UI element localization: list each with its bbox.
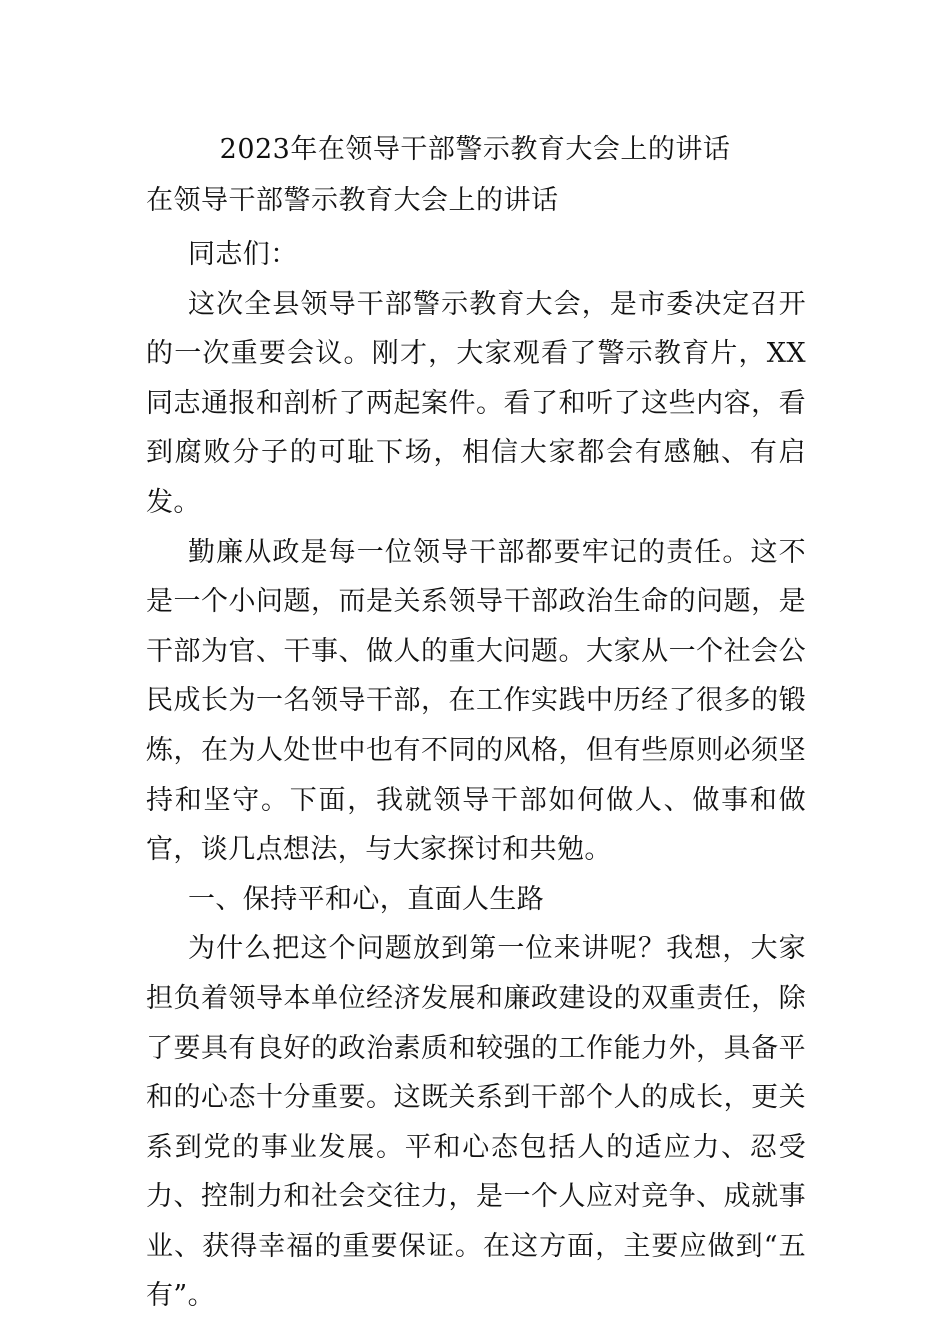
paragraph: 勤廉从政是每一位领导干部都要牢记的责任。这不是一个小问题，而是关系领导干部政治生命的问题，是干部为官、干事、做人的重大问题。大家从一个社会公民成长为一名领导干部，在工作实践中历经了很多的锻炼，在为人处世中也有不同的风格，但有些原则必须坚持和坚守。下面，我就领导干部如何做人、做事和做官，谈几点想法，与大家探讨和共勉。	[146, 536, 806, 866]
paragraph: 为什么把这个问题放到第一位来讲呢？我想，大家担负着领导本单位经济发展和廉政建设的双重责任，除了要具有良好的政治素质和较强的工作能力外，具备平和的心态十分重要。这既关系到干部个人的成长，更关系到党的事业发展。平和心态包括人的适应力、忍受力、控制力和社会交往力，是一个人应对竞争、成就事业、获得幸福的重要保证。在这方面，主要应做到“五有”。	[146, 933, 806, 1312]
paragraph: 这次全县领导干部警示教育大会，是市委决定召开的一次重要会议。刚才，大家观看了警示教育片，XX同志通报和剖析了两起案件。看了和听了这些内容，看到腐败分子的可耻下场，相信大家都会有感触、有启发。	[146, 288, 806, 518]
salutation: 同志们：	[188, 239, 298, 270]
document-title: 2023年在领导干部警示教育大会上的讲话	[219, 134, 731, 165]
document-subtitle: 在领导干部警示教育大会上的讲话	[146, 185, 559, 216]
document-body	[146, 230, 806, 1321]
section-heading: 一、保持平和心，直面人生路	[188, 883, 545, 915]
